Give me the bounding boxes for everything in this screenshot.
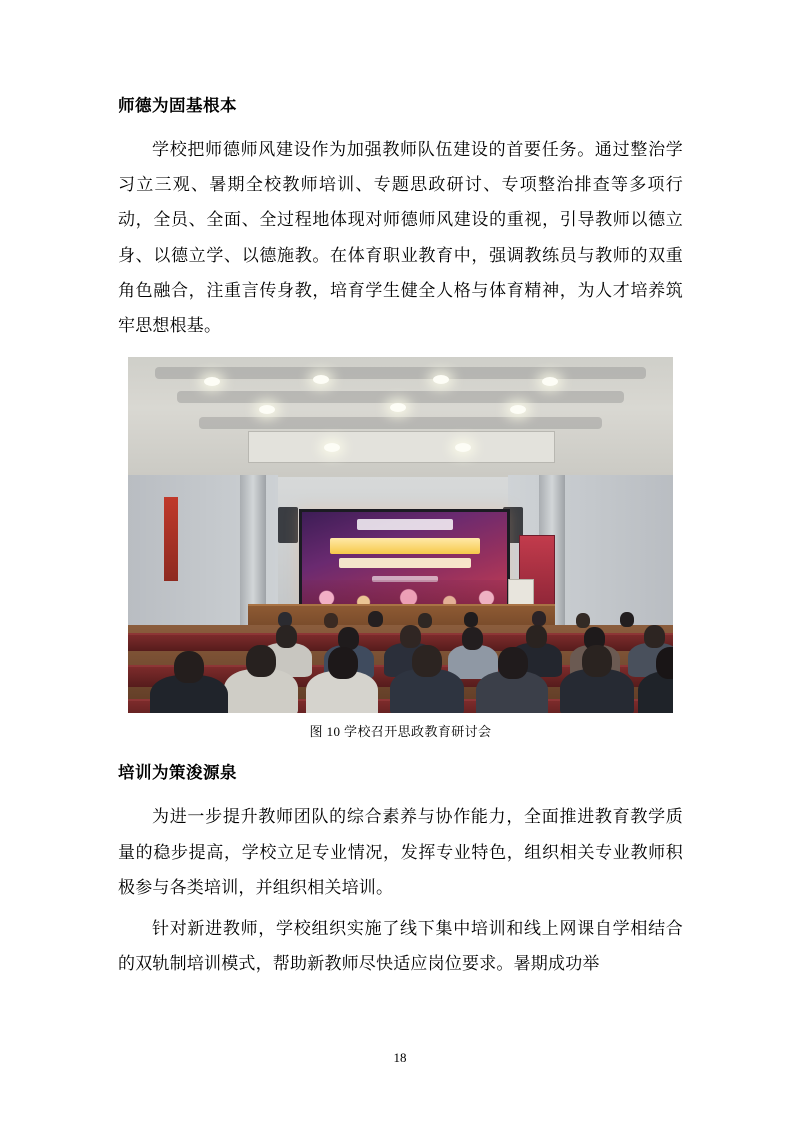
screen-title-bar <box>330 538 480 554</box>
ceiling <box>128 357 673 485</box>
figure-10 <box>118 357 683 740</box>
section-1-paragraph-1: 学校把师德师风建设作为加强教师队伍建设的首要任务。通过整治学习立三观、暑期全校教师培训、专题思政研讨、专项整治排查等多项行动，全员、全面、全过程地体现对师德师风建设的重视，引导教师以德立身、以德立学、以德施教。在体育职业教育中，强调教练员与教师的双重角色融合，注重言传身教，培育学生健全人格与体育精神，为人才培养筑牢思想根基。 <box>118 140 683 336</box>
figure-caption: 图 10 学校召开思政教育研讨会 <box>309 724 492 740</box>
section-2-paragraph-2: 针对新进教师，学校组织实施了线下集中培训和线上网课自学相结合的双轨制培训模式，帮助新教师尽快适应岗位要求。暑期成功举 <box>118 918 683 974</box>
conference-photo <box>128 357 673 713</box>
section-heading-1: 师德为固基根本 <box>118 97 237 115</box>
presentation-screen <box>299 509 510 609</box>
screen-org-logo <box>357 519 453 530</box>
page-content <box>118 95 683 987</box>
page-number: 18 <box>393 1050 407 1065</box>
speaker-left <box>278 507 298 543</box>
screen-floral-decor <box>302 580 507 606</box>
wall-banner-left <box>164 497 178 581</box>
screen-subtitle-bar <box>339 558 471 568</box>
section-heading-2: 培训为策浚源泉 <box>118 764 237 783</box>
section-2-paragraph-1: 为进一步提升教师团队的综合素养与协作能力，全面推进教育教学质量的稳步提高，学校立足专业情况，发挥专业特色，组织相关专业教师积极参与各类培训，并组织相关培训。 <box>118 807 683 897</box>
